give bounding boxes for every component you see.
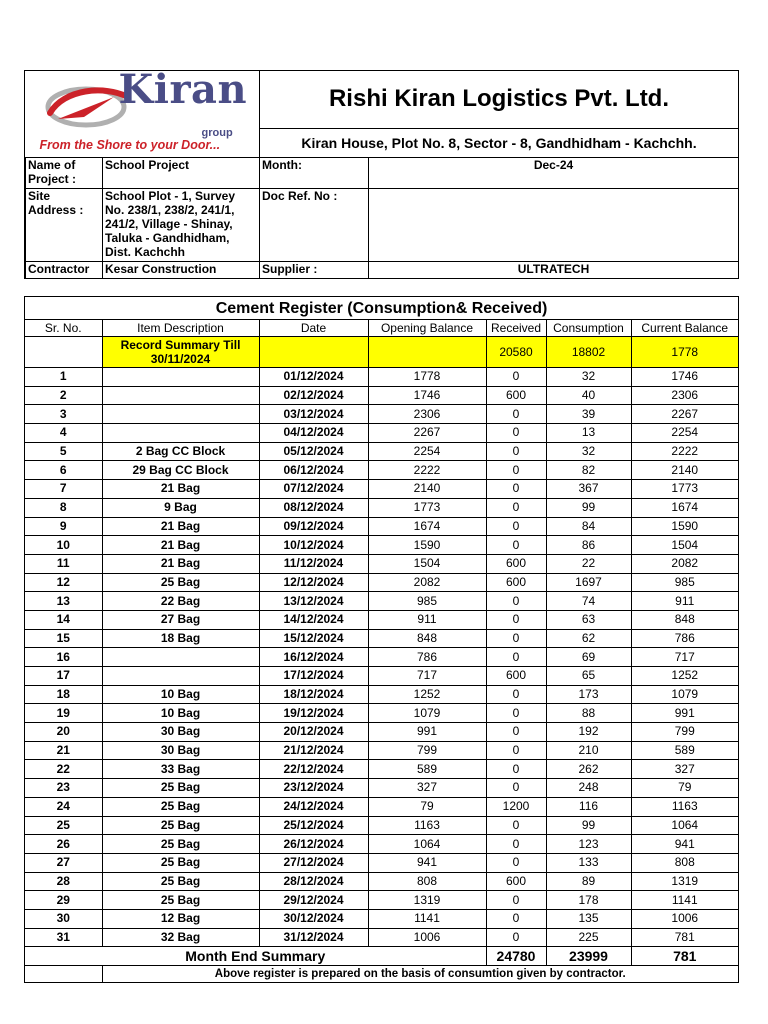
- row-item: 25 Bag: [102, 797, 259, 816]
- month-value: Dec-24: [369, 157, 739, 188]
- row-balance: 1141: [631, 891, 738, 910]
- row-sr: 29: [25, 891, 102, 910]
- register-title: Cement Register (Consumption& Received): [25, 297, 738, 320]
- row-date: 15/12/2024: [259, 629, 368, 648]
- row-opening: 991: [368, 723, 486, 742]
- row-sr: 10: [25, 536, 102, 555]
- row-opening: 808: [368, 872, 486, 891]
- row-balance: 1746: [631, 368, 738, 387]
- month-end-consumption: 23999: [546, 947, 631, 966]
- row-date: 25/12/2024: [259, 816, 368, 835]
- row-date: 10/12/2024: [259, 536, 368, 555]
- logo-group-text: group: [201, 126, 233, 139]
- row-item: 12 Bag: [102, 909, 259, 928]
- row-consumption: 63: [546, 610, 631, 629]
- row-received: 0: [486, 442, 546, 461]
- table-row: [25, 723, 738, 742]
- row-opening: 786: [368, 648, 486, 667]
- row-item: 21 Bag: [102, 554, 259, 573]
- contractor-value: Kesar Construction: [103, 262, 260, 278]
- row-consumption: 99: [546, 816, 631, 835]
- row-date: 03/12/2024: [259, 405, 368, 424]
- opening-summary-row: [25, 337, 738, 368]
- row-consumption: 22: [546, 554, 631, 573]
- row-item: 29 Bag CC Block: [102, 461, 259, 480]
- row-balance: 781: [631, 928, 738, 947]
- note-spacer: [25, 966, 102, 983]
- row-opening: 1590: [368, 536, 486, 555]
- row-date: 08/12/2024: [259, 498, 368, 517]
- row-date: 14/12/2024: [259, 610, 368, 629]
- row-date: 18/12/2024: [259, 685, 368, 704]
- row-balance: 2254: [631, 424, 738, 443]
- row-opening: 717: [368, 667, 486, 686]
- row-balance: 941: [631, 835, 738, 854]
- row-item: 9 Bag: [102, 498, 259, 517]
- site-address-value: School Plot - 1, Survey No. 238/1, 238/2, 241/1, 241/2, Village - Shinay, Taluka - Gandhidham, Dist. Kachchh: [103, 189, 260, 262]
- row-sr: 6: [25, 461, 102, 480]
- row-received: 0: [486, 648, 546, 667]
- month-label: Month:: [260, 157, 369, 188]
- row-item: 25 Bag: [102, 779, 259, 798]
- row-item: 30 Bag: [102, 723, 259, 742]
- row-consumption: 40: [546, 386, 631, 405]
- row-received: 0: [486, 891, 546, 910]
- row-date: 28/12/2024: [259, 872, 368, 891]
- row-balance: 2140: [631, 461, 738, 480]
- row-consumption: 99: [546, 498, 631, 517]
- table-row: [25, 741, 738, 760]
- row-item: 10 Bag: [102, 704, 259, 723]
- row-consumption: 225: [546, 928, 631, 947]
- row-date: 23/12/2024: [259, 779, 368, 798]
- row-opening: 1746: [368, 386, 486, 405]
- logo-brand-text: Kiran: [118, 71, 248, 113]
- table-row: [25, 517, 738, 536]
- row-consumption: 39: [546, 405, 631, 424]
- row-opening: 79: [368, 797, 486, 816]
- col-header-sr: Sr. No.: [25, 320, 102, 337]
- row-date: 05/12/2024: [259, 442, 368, 461]
- row-item: 25 Bag: [102, 816, 259, 835]
- table-row: [25, 368, 738, 387]
- row-sr: 17: [25, 667, 102, 686]
- row-balance: 1674: [631, 498, 738, 517]
- row-consumption: 133: [546, 853, 631, 872]
- row-received: 0: [486, 610, 546, 629]
- row-sr: 22: [25, 760, 102, 779]
- supplier-label: Supplier :: [260, 262, 369, 278]
- row-date: 06/12/2024: [259, 461, 368, 480]
- table-row: [25, 891, 738, 910]
- company-logo: [26, 71, 260, 157]
- row-received: 0: [486, 368, 546, 387]
- row-consumption: 262: [546, 760, 631, 779]
- row-opening: 2140: [368, 480, 486, 499]
- table-row: [25, 704, 738, 723]
- row-consumption: 88: [546, 704, 631, 723]
- month-end-balance: 781: [631, 947, 738, 966]
- row-opening: 1319: [368, 891, 486, 910]
- table-row: [25, 386, 738, 405]
- supplier-value: ULTRATECH: [369, 262, 739, 278]
- row-balance: 911: [631, 592, 738, 611]
- row-balance: 1079: [631, 685, 738, 704]
- row-opening: 2267: [368, 424, 486, 443]
- row-received: 0: [486, 723, 546, 742]
- row-received: 0: [486, 853, 546, 872]
- row-item: 10 Bag: [102, 685, 259, 704]
- row-item: 32 Bag: [102, 928, 259, 947]
- row-received: 0: [486, 536, 546, 555]
- row-consumption: 89: [546, 872, 631, 891]
- month-end-received: 24780: [486, 947, 546, 966]
- row-item: 21 Bag: [102, 536, 259, 555]
- month-end-label: Month End Summary: [25, 947, 486, 966]
- row-balance: 327: [631, 760, 738, 779]
- col-header-opening: Opening Balance: [368, 320, 486, 337]
- row-sr: 25: [25, 816, 102, 835]
- row-consumption: 82: [546, 461, 631, 480]
- row-date: 04/12/2024: [259, 424, 368, 443]
- table-row: [25, 498, 738, 517]
- row-sr: 30: [25, 909, 102, 928]
- row-consumption: 13: [546, 424, 631, 443]
- table-row: [25, 536, 738, 555]
- row-received: 0: [486, 835, 546, 854]
- row-opening: 2306: [368, 405, 486, 424]
- row-date: 31/12/2024: [259, 928, 368, 947]
- row-sr: 11: [25, 554, 102, 573]
- row-item: 25 Bag: [102, 573, 259, 592]
- col-header-received: Received: [486, 320, 546, 337]
- row-sr: 18: [25, 685, 102, 704]
- row-sr: 27: [25, 853, 102, 872]
- table-row: [25, 760, 738, 779]
- contractor-label: Contractor: [26, 262, 103, 278]
- row-sr: 3: [25, 405, 102, 424]
- row-opening: 1141: [368, 909, 486, 928]
- row-consumption: 1697: [546, 573, 631, 592]
- col-header-consumption: Consumption: [546, 320, 631, 337]
- row-received: 0: [486, 760, 546, 779]
- row-received: 600: [486, 573, 546, 592]
- row-balance: 2306: [631, 386, 738, 405]
- row-received: 0: [486, 424, 546, 443]
- month-end-row: [25, 947, 738, 966]
- table-row: [25, 667, 738, 686]
- row-received: 0: [486, 461, 546, 480]
- col-header-date: Date: [259, 320, 368, 337]
- row-sr: 26: [25, 835, 102, 854]
- company-name: Rishi Kiran Logistics Pvt. Ltd.: [260, 71, 739, 128]
- row-sr: 15: [25, 629, 102, 648]
- cement-register: [24, 296, 739, 983]
- row-opening: 1773: [368, 498, 486, 517]
- row-date: 21/12/2024: [259, 741, 368, 760]
- row-sr: 31: [25, 928, 102, 947]
- project-label: Name of Project :: [26, 157, 103, 188]
- row-item: 25 Bag: [102, 891, 259, 910]
- row-opening: 799: [368, 741, 486, 760]
- row-sr: 8: [25, 498, 102, 517]
- row-consumption: 65: [546, 667, 631, 686]
- row-sr: 5: [25, 442, 102, 461]
- row-balance: 991: [631, 704, 738, 723]
- row-date: 11/12/2024: [259, 554, 368, 573]
- row-sr: 12: [25, 573, 102, 592]
- row-opening: 985: [368, 592, 486, 611]
- summary-sr: [25, 337, 102, 368]
- row-sr: 28: [25, 872, 102, 891]
- row-balance: 1319: [631, 872, 738, 891]
- row-sr: 23: [25, 779, 102, 798]
- row-item: 25 Bag: [102, 872, 259, 891]
- row-balance: 1064: [631, 816, 738, 835]
- row-opening: 2082: [368, 573, 486, 592]
- row-item: 30 Bag: [102, 741, 259, 760]
- row-date: 16/12/2024: [259, 648, 368, 667]
- row-received: 600: [486, 554, 546, 573]
- row-date: 24/12/2024: [259, 797, 368, 816]
- row-sr: 13: [25, 592, 102, 611]
- row-sr: 20: [25, 723, 102, 742]
- row-received: 0: [486, 498, 546, 517]
- table-row: [25, 592, 738, 611]
- row-balance: 2082: [631, 554, 738, 573]
- row-received: 0: [486, 592, 546, 611]
- summary-balance: 1778: [631, 337, 738, 368]
- row-opening: 2222: [368, 461, 486, 480]
- row-consumption: 367: [546, 480, 631, 499]
- row-sr: 24: [25, 797, 102, 816]
- row-sr: 19: [25, 704, 102, 723]
- summary-label: Record Summary Till 30/11/2024: [102, 337, 259, 368]
- row-date: 27/12/2024: [259, 853, 368, 872]
- row-balance: 848: [631, 610, 738, 629]
- table-row: [25, 610, 738, 629]
- note-row: [25, 966, 738, 983]
- table-row: [25, 685, 738, 704]
- table-row: [25, 480, 738, 499]
- row-balance: 808: [631, 853, 738, 872]
- row-item: 21 Bag: [102, 480, 259, 499]
- summary-consumption: 18802: [546, 337, 631, 368]
- row-sr: 7: [25, 480, 102, 499]
- row-received: 600: [486, 667, 546, 686]
- row-opening: 1006: [368, 928, 486, 947]
- row-received: 0: [486, 517, 546, 536]
- row-opening: 2254: [368, 442, 486, 461]
- table-row: [25, 648, 738, 667]
- row-opening: 327: [368, 779, 486, 798]
- row-consumption: 135: [546, 909, 631, 928]
- row-opening: 1778: [368, 368, 486, 387]
- row-received: 0: [486, 779, 546, 798]
- table-row: [25, 554, 738, 573]
- table-row: [25, 853, 738, 872]
- row-received: 0: [486, 704, 546, 723]
- row-sr: 14: [25, 610, 102, 629]
- row-item: 21 Bag: [102, 517, 259, 536]
- project-value: School Project: [103, 157, 260, 188]
- row-date: 07/12/2024: [259, 480, 368, 499]
- table-row: [25, 424, 738, 443]
- row-date: 20/12/2024: [259, 723, 368, 742]
- row-opening: 1504: [368, 554, 486, 573]
- row-received: 0: [486, 405, 546, 424]
- row-consumption: 62: [546, 629, 631, 648]
- row-received: 0: [486, 480, 546, 499]
- row-item: 33 Bag: [102, 760, 259, 779]
- row-consumption: 173: [546, 685, 631, 704]
- row-date: 26/12/2024: [259, 835, 368, 854]
- row-sr: 1: [25, 368, 102, 387]
- row-sr: 21: [25, 741, 102, 760]
- row-consumption: 32: [546, 368, 631, 387]
- row-balance: 985: [631, 573, 738, 592]
- row-consumption: 69: [546, 648, 631, 667]
- row-received: 600: [486, 872, 546, 891]
- row-consumption: 86: [546, 536, 631, 555]
- row-item: [102, 648, 259, 667]
- table-row: [25, 928, 738, 947]
- summary-opening: [368, 337, 486, 368]
- row-item: 25 Bag: [102, 853, 259, 872]
- summary-date: [259, 337, 368, 368]
- register-note: Above register is prepared on the basis of consumtion given by contractor.: [102, 966, 738, 983]
- row-received: 0: [486, 928, 546, 947]
- row-consumption: 123: [546, 835, 631, 854]
- row-opening: 1674: [368, 517, 486, 536]
- row-item: [102, 424, 259, 443]
- row-date: 22/12/2024: [259, 760, 368, 779]
- row-opening: 589: [368, 760, 486, 779]
- row-opening: 1252: [368, 685, 486, 704]
- table-row: [25, 405, 738, 424]
- row-consumption: 192: [546, 723, 631, 742]
- row-item: [102, 386, 259, 405]
- row-opening: 848: [368, 629, 486, 648]
- logo-tagline: From the Shore to your Door...: [39, 137, 221, 152]
- company-address: Kiran House, Plot No. 8, Sector - 8, Gandhidham - Kachchh.: [260, 128, 739, 157]
- row-date: 09/12/2024: [259, 517, 368, 536]
- table-row: [25, 797, 738, 816]
- row-consumption: 178: [546, 891, 631, 910]
- doc-ref-label: Doc Ref. No :: [260, 189, 369, 262]
- row-consumption: 74: [546, 592, 631, 611]
- row-item: 22 Bag: [102, 592, 259, 611]
- row-date: 13/12/2024: [259, 592, 368, 611]
- row-consumption: 32: [546, 442, 631, 461]
- doc-ref-value: [369, 189, 739, 262]
- row-item: 2 Bag CC Block: [102, 442, 259, 461]
- col-header-balance: Current Balance: [631, 320, 738, 337]
- summary-received: 20580: [486, 337, 546, 368]
- row-balance: 799: [631, 723, 738, 742]
- row-balance: 717: [631, 648, 738, 667]
- row-date: 30/12/2024: [259, 909, 368, 928]
- row-date: 01/12/2024: [259, 368, 368, 387]
- table-row: [25, 573, 738, 592]
- row-balance: 1773: [631, 480, 738, 499]
- row-consumption: 116: [546, 797, 631, 816]
- row-opening: 941: [368, 853, 486, 872]
- site-address-label: Site Address :: [26, 189, 103, 262]
- table-row: [25, 816, 738, 835]
- document-header: [24, 70, 739, 279]
- row-balance: 79: [631, 779, 738, 798]
- row-date: 12/12/2024: [259, 573, 368, 592]
- row-sr: 16: [25, 648, 102, 667]
- table-row: [25, 461, 738, 480]
- row-balance: 1504: [631, 536, 738, 555]
- row-received: 1200: [486, 797, 546, 816]
- row-opening: 1064: [368, 835, 486, 854]
- row-consumption: 210: [546, 741, 631, 760]
- row-item: [102, 405, 259, 424]
- row-received: 0: [486, 685, 546, 704]
- row-balance: 1163: [631, 797, 738, 816]
- row-balance: 786: [631, 629, 738, 648]
- row-balance: 2267: [631, 405, 738, 424]
- row-balance: 2222: [631, 442, 738, 461]
- row-consumption: 248: [546, 779, 631, 798]
- table-row: [25, 442, 738, 461]
- table-row: [25, 629, 738, 648]
- row-balance: 589: [631, 741, 738, 760]
- row-balance: 1252: [631, 667, 738, 686]
- row-sr: 4: [25, 424, 102, 443]
- col-header-item: Item Description: [102, 320, 259, 337]
- row-balance: 1006: [631, 909, 738, 928]
- row-consumption: 84: [546, 517, 631, 536]
- row-received: 0: [486, 741, 546, 760]
- row-date: 29/12/2024: [259, 891, 368, 910]
- row-date: 02/12/2024: [259, 386, 368, 405]
- row-sr: 9: [25, 517, 102, 536]
- row-opening: 1079: [368, 704, 486, 723]
- row-received: 0: [486, 816, 546, 835]
- row-received: 0: [486, 629, 546, 648]
- row-item: 25 Bag: [102, 835, 259, 854]
- row-date: 19/12/2024: [259, 704, 368, 723]
- row-opening: 1163: [368, 816, 486, 835]
- row-sr: 2: [25, 386, 102, 405]
- row-item: 27 Bag: [102, 610, 259, 629]
- table-row: [25, 835, 738, 854]
- row-received: 0: [486, 909, 546, 928]
- row-date: 17/12/2024: [259, 667, 368, 686]
- row-item: [102, 368, 259, 387]
- row-opening: 911: [368, 610, 486, 629]
- row-item: 18 Bag: [102, 629, 259, 648]
- table-row: [25, 779, 738, 798]
- table-row: [25, 909, 738, 928]
- row-item: [102, 667, 259, 686]
- table-row: [25, 872, 738, 891]
- row-received: 600: [486, 386, 546, 405]
- row-balance: 1590: [631, 517, 738, 536]
